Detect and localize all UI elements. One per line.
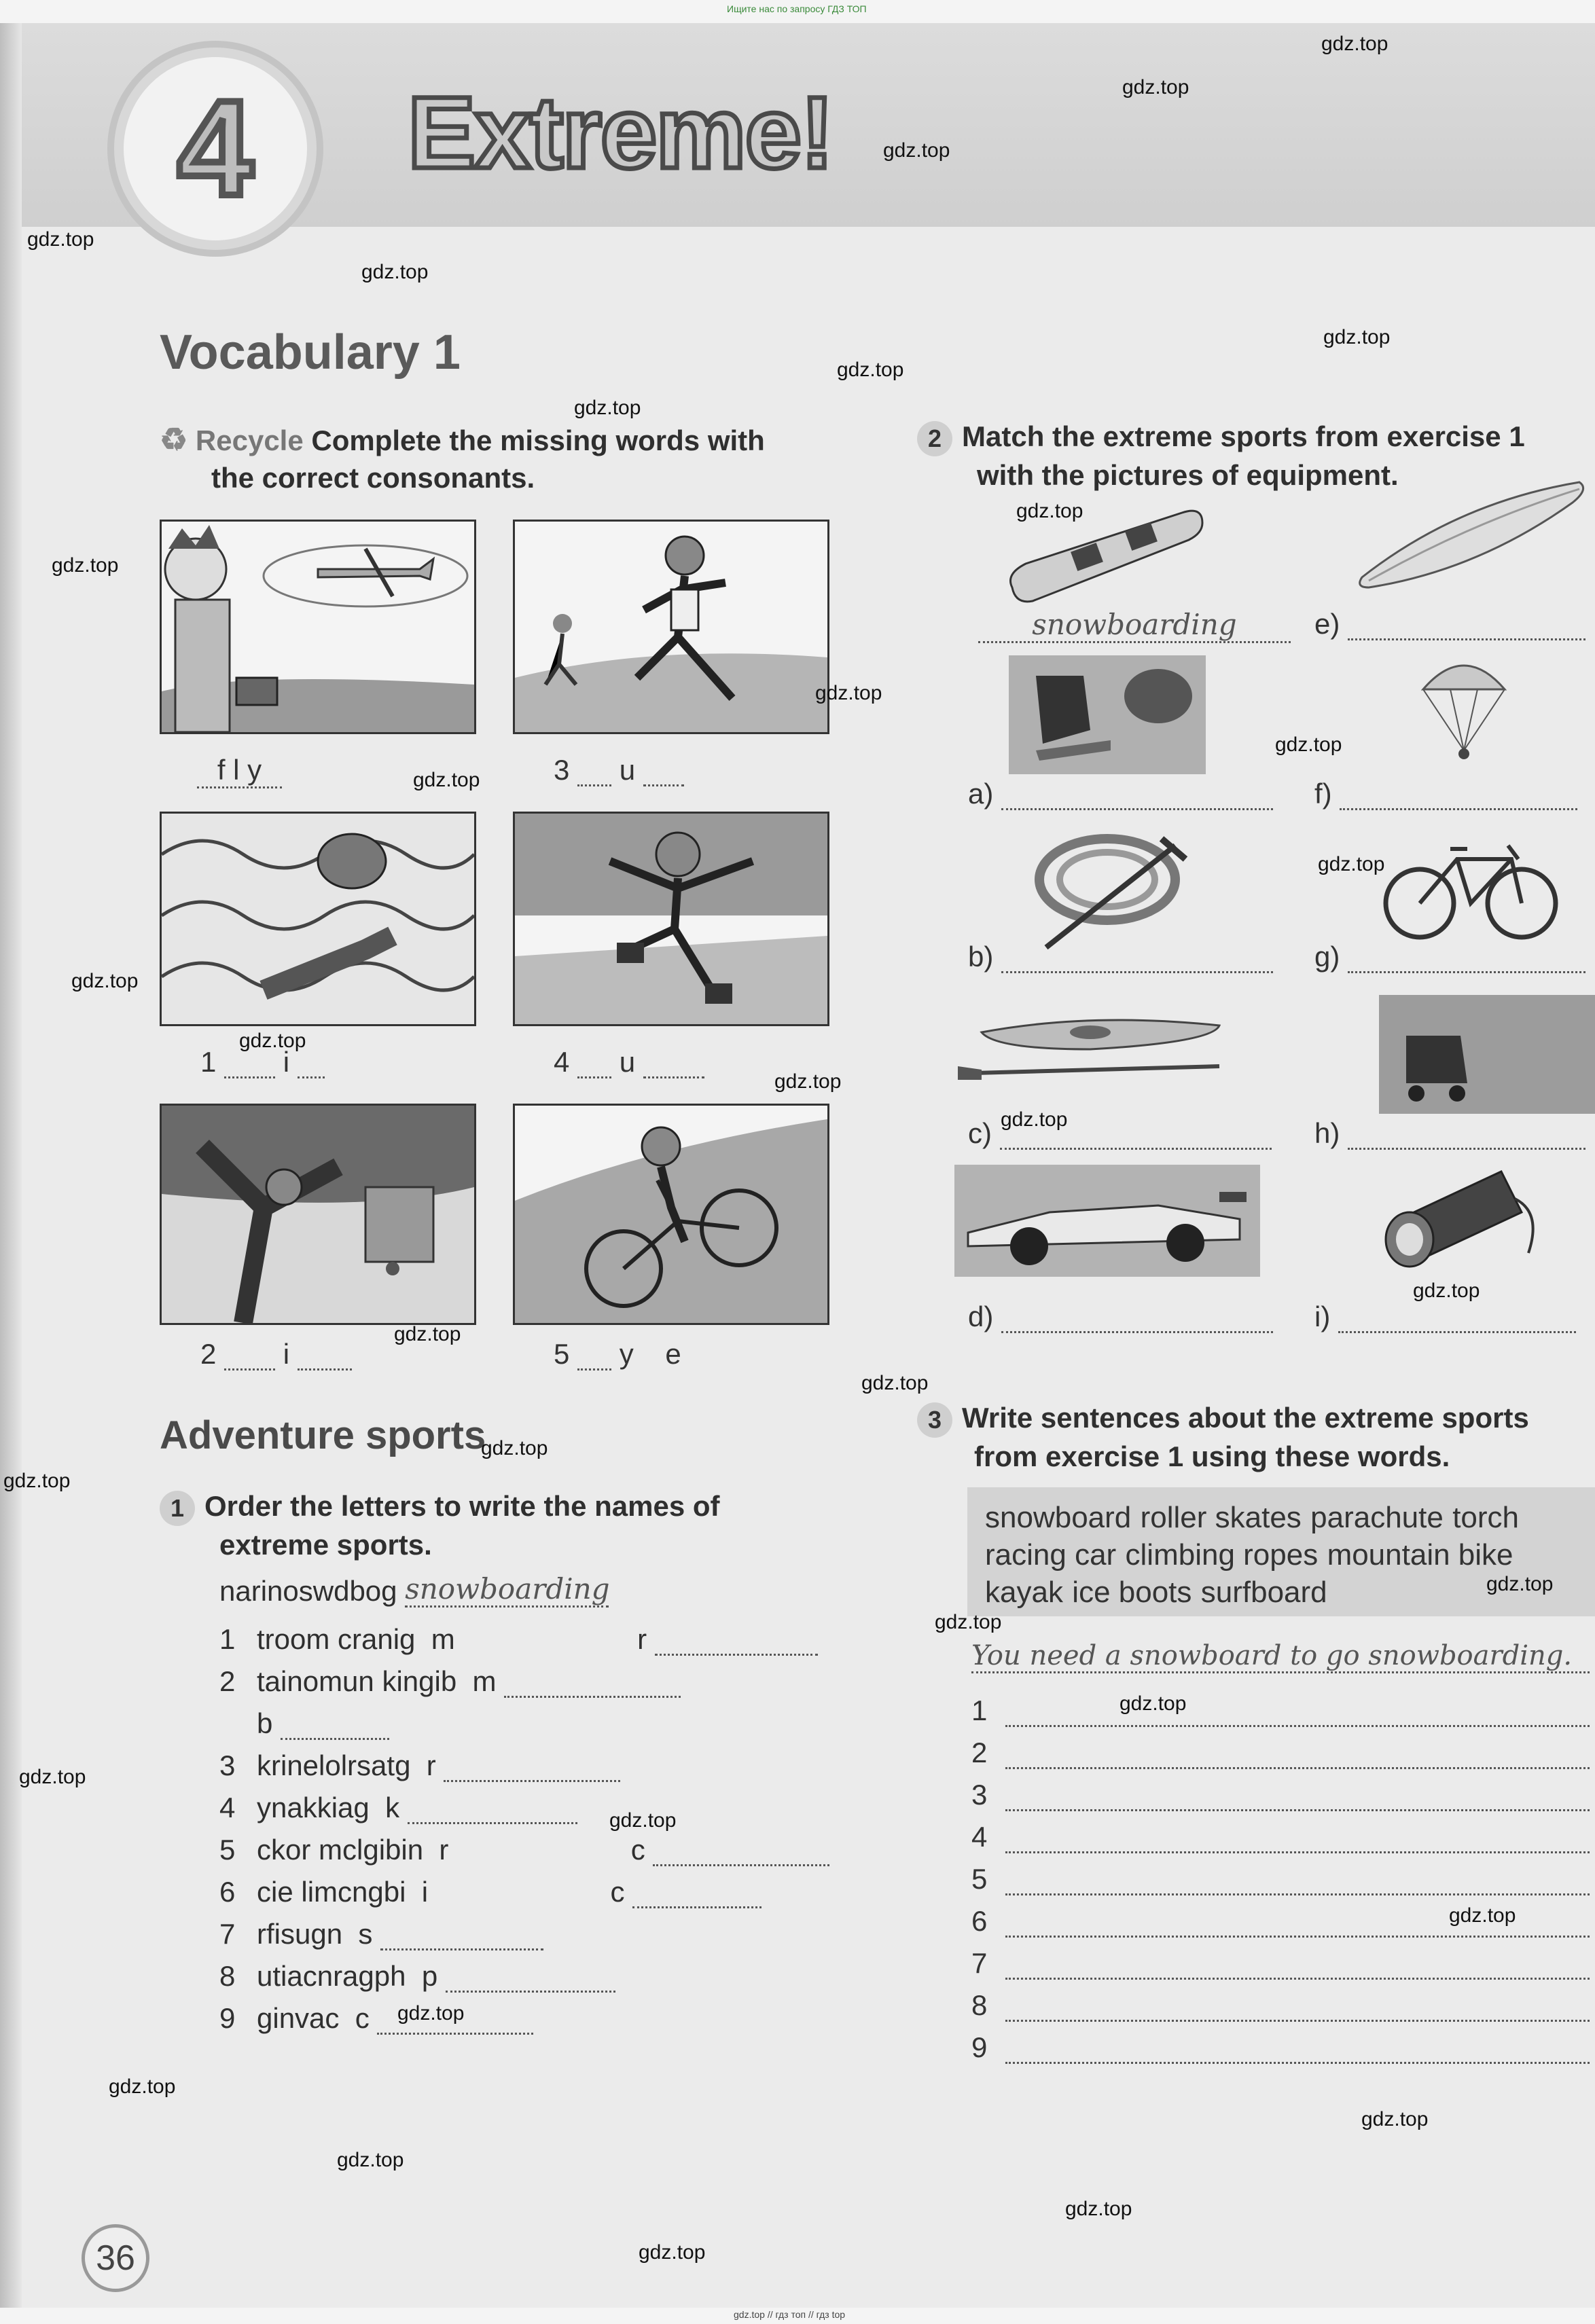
list-item: 6 — [971, 1905, 1595, 1947]
recycle-icon: ♻ — [160, 422, 188, 457]
recycle-instruction-line2: the correct consonants. — [211, 462, 535, 494]
list-item: 1 — [971, 1694, 1595, 1737]
exercise-1-instruction — [160, 1487, 839, 1563]
torch-picture — [1379, 1151, 1549, 1280]
recycle-caption-2-num: 2 — [200, 1338, 217, 1370]
watermark: gdz.top — [1318, 853, 1385, 875]
watermark: gdz.top — [1321, 33, 1388, 55]
bottom-note: gdz.top // гдз топ // гдз top — [734, 2309, 846, 2320]
watermark: gdz.top — [397, 2002, 465, 2025]
surfboard-picture — [1355, 475, 1593, 598]
watermark: gdz.top — [27, 228, 94, 251]
list-item: 7 rfisugn s — [219, 1918, 899, 1960]
runner-illustration — [515, 522, 827, 732]
answer-line-i: i) — [1314, 1301, 1576, 1333]
list-item: 5 ckor mclgibin r c — [219, 1834, 899, 1876]
exercise-3-instruction — [917, 1399, 1595, 1475]
roller-skates-icon — [1379, 995, 1595, 1114]
exercise-2-example-answer: snowboarding — [978, 608, 1291, 643]
recycle-caption-4-num: 4 — [554, 1046, 570, 1078]
recycle-caption-5 — [554, 1338, 681, 1370]
watermark: gdz.top — [1001, 1108, 1068, 1131]
picture-runner — [513, 520, 829, 734]
roller-skater-illustration — [515, 814, 827, 1024]
answer-line-c: c) — [968, 1117, 1272, 1150]
list-item: 7 — [971, 1947, 1595, 1989]
exercise-2-example — [978, 608, 1291, 643]
recycle-label: Recycle — [195, 424, 304, 456]
watermark: gdz.top — [1449, 1904, 1516, 1927]
unit-number: 4 — [177, 73, 253, 224]
climbing-ropes-icon — [1026, 825, 1189, 954]
exercise-3-lines — [971, 1694, 1595, 2073]
swimmer-illustration — [162, 814, 474, 1024]
parachute-picture — [1416, 649, 1511, 771]
climbing-ropes-picture — [1026, 825, 1189, 954]
list-item: 8 — [971, 1989, 1595, 2031]
word-mountain-bike: mountain bike — [1327, 1538, 1513, 1572]
exercise-2-line1: Match the extreme sports from exercise 1 — [962, 420, 1525, 452]
answer-line-h: h) — [1314, 1117, 1585, 1150]
exercise-2-line2: with the pictures of equipment. — [977, 458, 1399, 491]
list-item: 8 utiacnragph p — [219, 1960, 899, 2002]
watermark: gdz.top — [239, 1030, 306, 1052]
list-item: b — [219, 1707, 899, 1749]
recycle-caption-0 — [197, 754, 282, 788]
word-box-content — [985, 1501, 1590, 1613]
torch-icon — [1379, 1151, 1549, 1280]
list-item: 3 — [971, 1779, 1595, 1821]
recycle-instruction-line1: Complete the missing words with — [311, 424, 765, 456]
list-item: 5 — [971, 1863, 1595, 1905]
watermark: gdz.top — [1016, 500, 1083, 522]
roller-skates-picture — [1379, 995, 1595, 1114]
answer-line-a: a) — [968, 778, 1273, 810]
watermark: gdz.top — [837, 359, 904, 381]
watermark: gdz.top — [774, 1070, 842, 1093]
watermark: gdz.top — [1122, 76, 1189, 98]
racing-car-picture — [954, 1165, 1260, 1277]
watermark: gdz.top — [1323, 326, 1391, 348]
vocabulary-heading: Vocabulary 1 — [160, 325, 461, 380]
recycle-caption-5-letters: y e — [619, 1338, 681, 1370]
list-item: 3 krinelolrsatg r — [219, 1749, 899, 1792]
watermark: gdz.top — [1275, 733, 1342, 756]
watermark: gdz.top — [394, 1323, 461, 1345]
ice-boots-picture — [1009, 655, 1206, 774]
example-scramble: narinoswdbog — [219, 1575, 397, 1607]
word-ice-boots: ice boots — [1072, 1576, 1192, 1609]
watermark: gdz.top — [861, 1372, 929, 1394]
list-item: 2 tainomun kingib m — [219, 1665, 899, 1707]
recycle-caption-0-letters: f l y — [197, 754, 282, 788]
mountain-bike-icon — [1382, 825, 1559, 944]
list-item: 4 — [971, 1821, 1595, 1863]
word-surfboard: surfboard — [1200, 1576, 1327, 1609]
exercise-3-example — [971, 1640, 1590, 1673]
watermark: gdz.top — [109, 2075, 176, 2098]
word-climbing-ropes: climbing ropes — [1125, 1538, 1319, 1572]
recycle-caption-5-num: 5 — [554, 1338, 570, 1370]
watermark: gdz.top — [52, 554, 119, 577]
answer-line-e: e) — [1314, 608, 1585, 640]
exercise-1-example — [219, 1572, 609, 1608]
watermark: gdz.top — [3, 1470, 71, 1492]
answer-line-d: d) — [968, 1301, 1273, 1333]
watermark: gdz.top — [639, 2241, 706, 2264]
list-item: 9 — [971, 2031, 1595, 2073]
watermark: gdz.top — [481, 1437, 548, 1459]
watermark: gdz.top — [71, 970, 139, 992]
recycle-caption-2-letters: i — [283, 1338, 290, 1370]
list-item: 4 ynakkiag k — [219, 1792, 899, 1834]
kayak-icon — [954, 1012, 1226, 1087]
adventure-sports-heading: Adventure sports — [160, 1413, 486, 1457]
picture-tree-climber — [160, 1104, 476, 1325]
exercise-3-example-sentence: You need a snowboard to go snowboarding. — [971, 1640, 1590, 1673]
recycle-caption-4-letters: u — [619, 1046, 636, 1078]
watermark: gdz.top — [413, 769, 480, 791]
mountain-bike-picture — [1382, 825, 1559, 944]
page-number: 36 — [82, 2224, 149, 2292]
ice-boots-icon — [1009, 655, 1206, 774]
picture-cyclist — [513, 1104, 829, 1325]
model-plane-illustration — [162, 522, 474, 732]
watermark: gdz.top — [574, 397, 641, 419]
parachute-icon — [1416, 649, 1511, 771]
exercise-1-list — [219, 1623, 899, 2044]
word-torch: torch — [1452, 1501, 1520, 1534]
exercise-3-line2: from exercise 1 using these words. — [974, 1440, 1450, 1472]
watermark: gdz.top — [815, 682, 882, 704]
recycle-caption-4 — [554, 1046, 704, 1078]
picture-swimmer — [160, 812, 476, 1026]
unit-title: Extreme! — [408, 75, 833, 189]
exercise-1-line1: Order the letters to write the names of — [204, 1490, 720, 1522]
kayak-picture — [954, 1012, 1226, 1087]
watermark: gdz.top — [1119, 1692, 1187, 1715]
tree-climber-illustration — [162, 1106, 474, 1323]
answer-line-b: b) — [968, 941, 1273, 973]
recycle-caption-1-num: 1 — [200, 1046, 217, 1078]
watermark: gdz.top — [883, 139, 950, 162]
exercise-1-number: 1 — [160, 1491, 195, 1526]
watermark: gdz.top — [1065, 2198, 1132, 2220]
recycle-caption-3-letters: u — [619, 754, 636, 786]
answer-line-g: g) — [1314, 941, 1585, 973]
watermark: gdz.top — [1413, 1279, 1480, 1302]
page-edge-shadow — [0, 23, 22, 2312]
list-item: 1 troom cranig m r — [219, 1623, 899, 1665]
word-racing-car: racing car — [985, 1538, 1117, 1572]
word-roller-skates: roller skates — [1140, 1501, 1302, 1534]
watermark: gdz.top — [1361, 2108, 1429, 2130]
picture-model-plane — [160, 520, 476, 734]
list-item: 9 ginvac c — [219, 2002, 899, 2044]
unit-number-badge — [114, 48, 317, 250]
watermark: gdz.top — [1486, 1573, 1554, 1595]
surfboard-icon — [1355, 475, 1593, 598]
exercise-3-number: 3 — [917, 1402, 952, 1438]
list-item: 2 — [971, 1737, 1595, 1779]
recycle-caption-3-num: 3 — [554, 754, 570, 786]
watermark: gdz.top — [19, 1766, 86, 1788]
exercise-1-line2: extreme sports. — [219, 1528, 432, 1561]
list-item: 6 cie limcngbi i c — [219, 1876, 899, 1918]
exercise-2-number: 2 — [917, 421, 952, 456]
watermark: gdz.top — [337, 2149, 404, 2171]
top-note: Ищите нас по запросу ГДЗ ТОП — [727, 3, 867, 14]
recycle-caption-2 — [200, 1338, 352, 1370]
recycle-caption-3 — [554, 754, 684, 786]
watermark: gdz.top — [609, 1809, 677, 1832]
word-parachute: parachute — [1310, 1501, 1444, 1534]
exercise-3-line1: Write sentences about the extreme sports — [962, 1402, 1529, 1434]
watermark: gdz.top — [361, 261, 429, 283]
recycle-instruction — [160, 421, 873, 496]
word-snowboard: snowboard — [985, 1501, 1132, 1534]
cyclist-illustration — [515, 1106, 827, 1323]
word-kayak: kayak — [985, 1576, 1063, 1609]
answer-line-f: f) — [1314, 778, 1577, 810]
picture-roller-skater — [513, 812, 829, 1026]
watermark: gdz.top — [935, 1611, 1002, 1633]
example-answer: snowboarding — [405, 1572, 609, 1608]
recycle-caption-1-letters: i — [283, 1046, 290, 1078]
racing-car-icon — [954, 1165, 1260, 1277]
